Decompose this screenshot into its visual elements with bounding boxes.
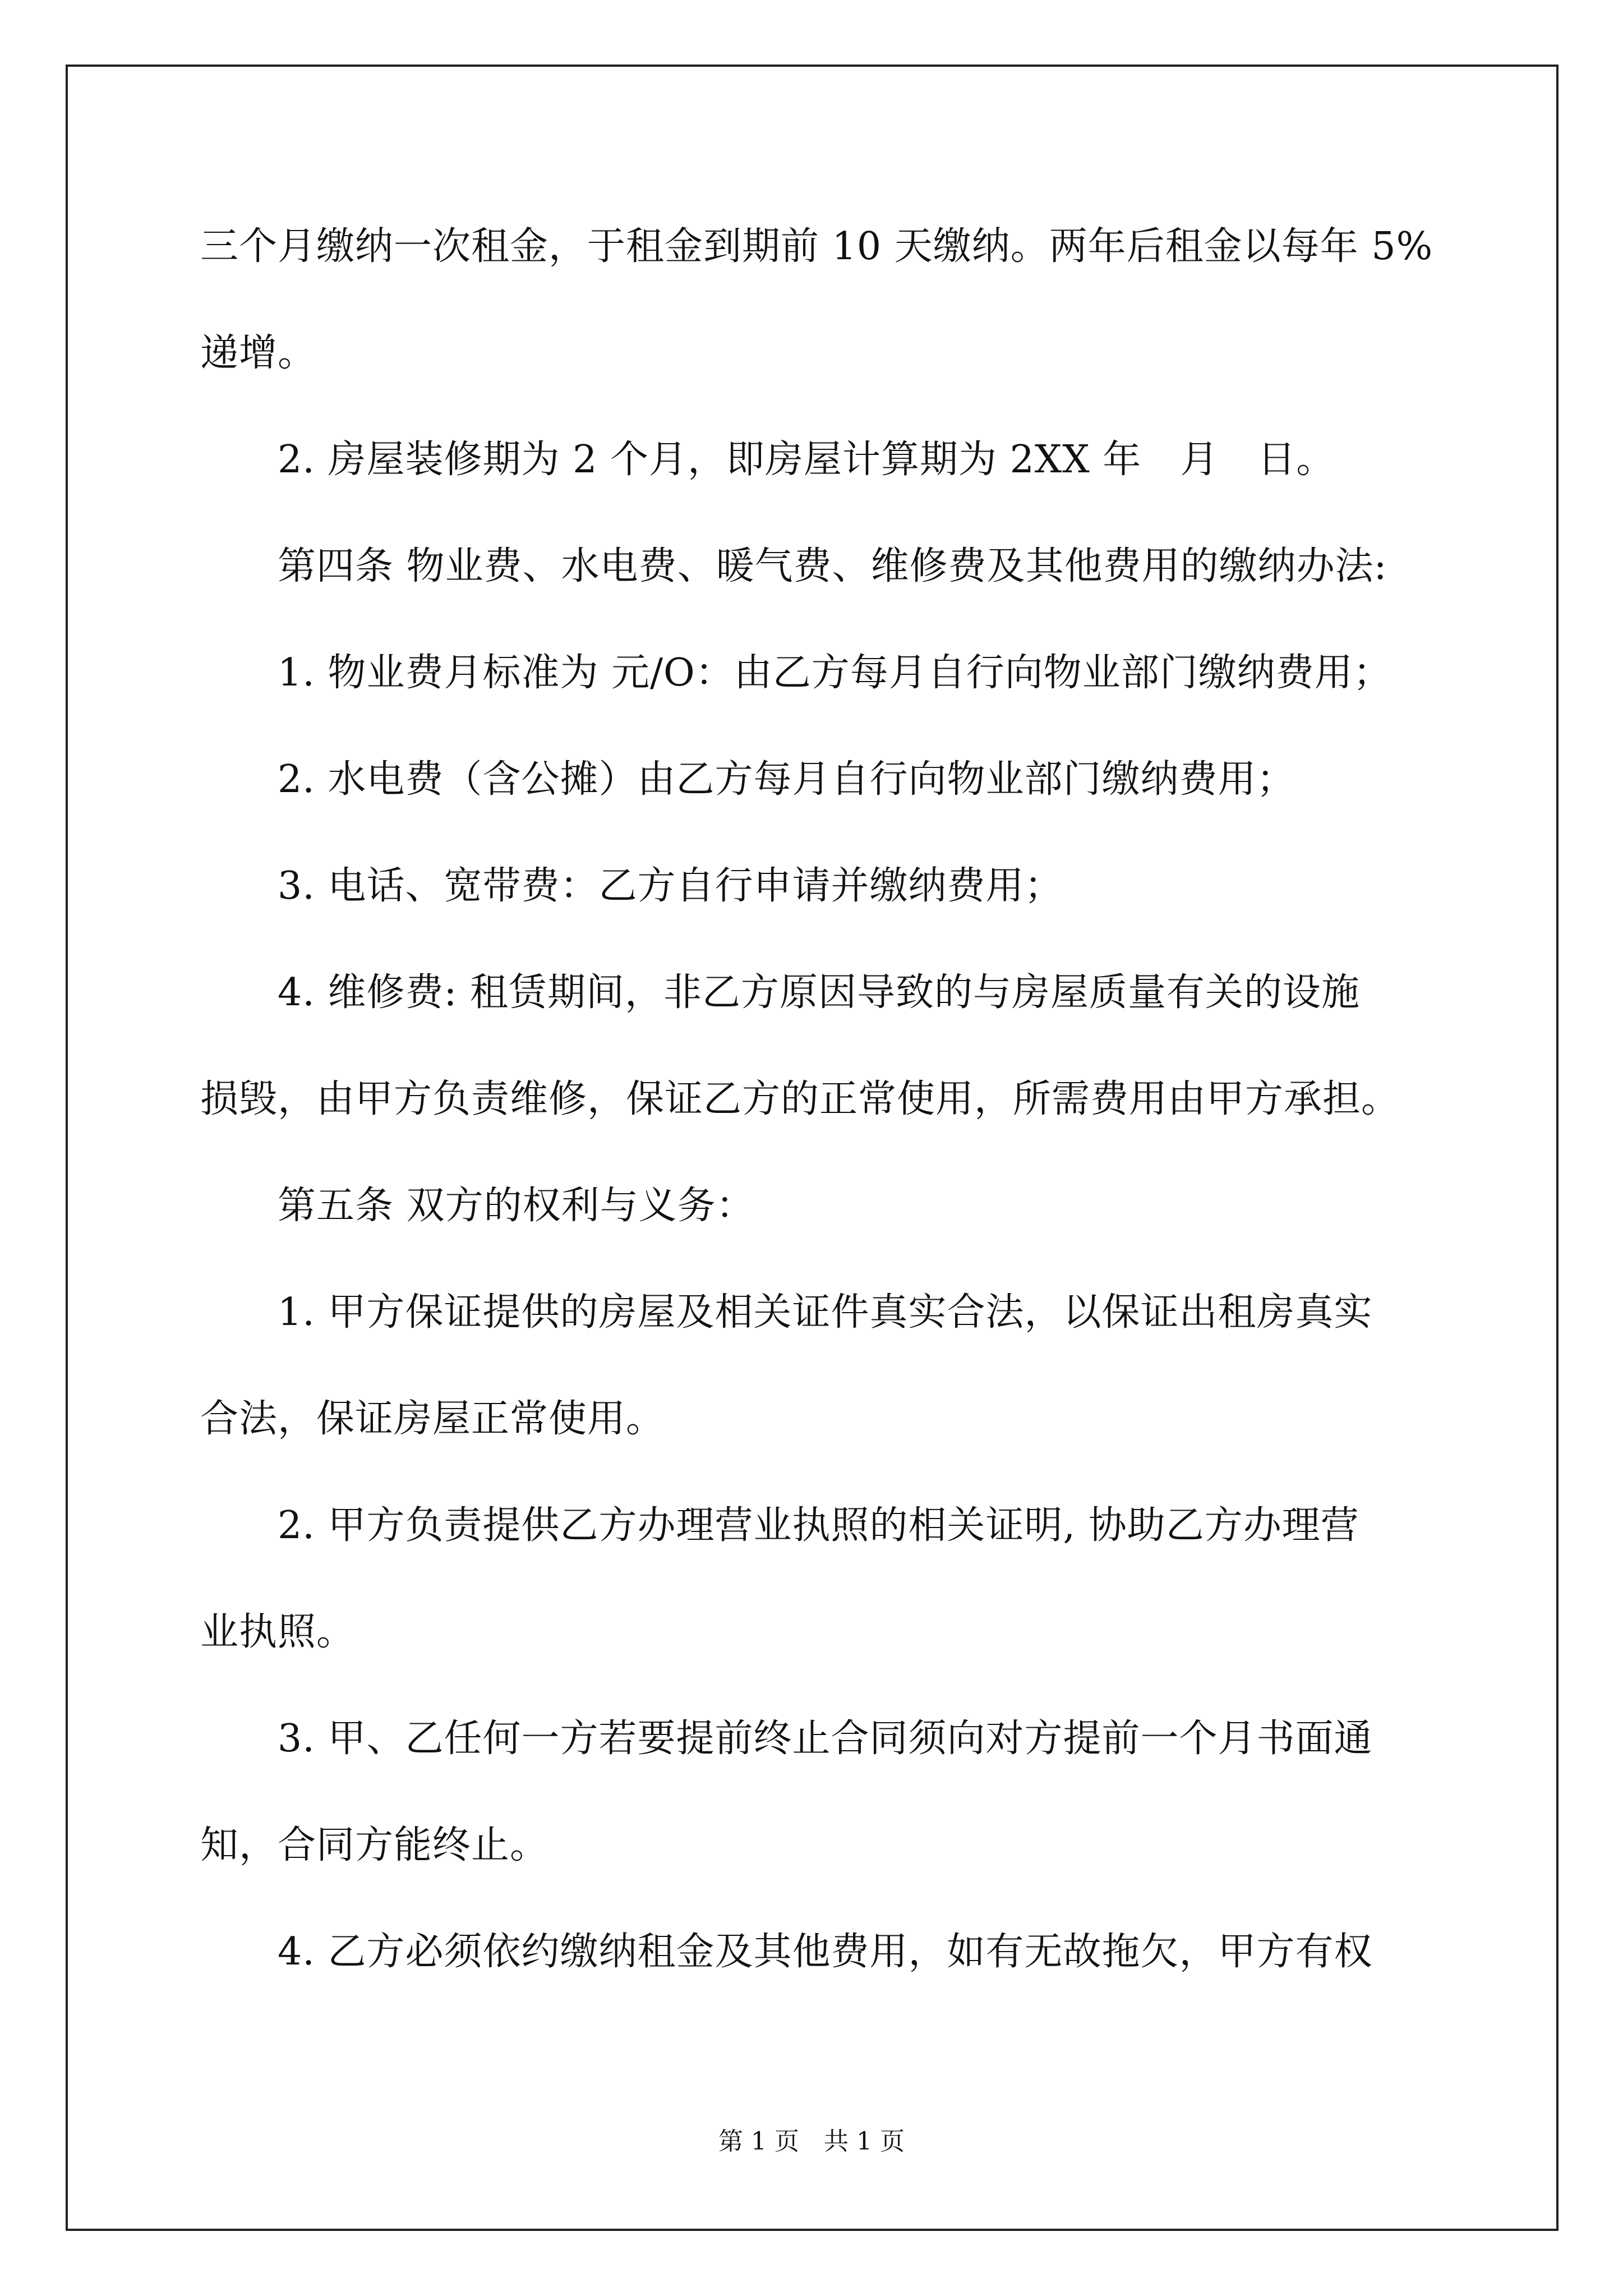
text-line: 知，合同方能终止。 — [200, 1823, 549, 1867]
text-line: 业执照。 — [200, 1610, 356, 1654]
text-line: 4. 维修费: 租赁期间，非乙方原因导致的与房屋质量有关的设施 — [200, 970, 1361, 1015]
text-line: 1. 物业费月标准为 元/O：由乙方每月自行向物业部门缴纳费用； — [200, 651, 1392, 695]
text-line: 第四条 物业费、水电费、暖气费、维修费及其他费用的缴纳办法: — [200, 544, 1387, 588]
text-line: 第五条 双方的权利与义务： — [200, 1184, 755, 1228]
text-line: 合法，保证房屋正常使用。 — [200, 1397, 665, 1441]
text-line: 2. 房屋装修期为 2 个月，即房屋计算期为 2XX 年 月 日。 — [200, 438, 1335, 482]
text-line: 递增。 — [200, 331, 317, 375]
page-border — [66, 65, 1559, 2231]
text-line: 损毁，由甲方负责维修，保证乙方的正常使用，所需费用由甲方承担。 — [200, 1077, 1400, 1121]
text-line: 3. 甲、乙任何一方若要提前终止合同须向对方提前一个月书面通 — [200, 1717, 1373, 1761]
page-footer: 第 1 页 共 1 页 — [718, 2127, 905, 2156]
text-line: 1. 甲方保证提供的房屋及相关证件真实合法，以保证出租房真实 — [200, 1290, 1373, 1335]
text-line: 2. 水电费（含公摊）由乙方每月自行向物业部门缴纳费用； — [200, 757, 1295, 802]
text-line: 3. 电话、宽带费：乙方自行申请并缴纳费用； — [200, 864, 1063, 908]
text-line: 2. 甲方负责提供乙方办理营业执照的相关证明, 协助乙方办理营 — [200, 1503, 1359, 1548]
text-line: 三个月缴纳一次租金，于租金到期前 10 天缴纳。两年后租金以每年 5% — [200, 224, 1433, 269]
text-line: 4. 乙方必须依约缴纳租金及其他费用，如有无故拖欠，甲方有权 — [200, 1930, 1373, 1974]
